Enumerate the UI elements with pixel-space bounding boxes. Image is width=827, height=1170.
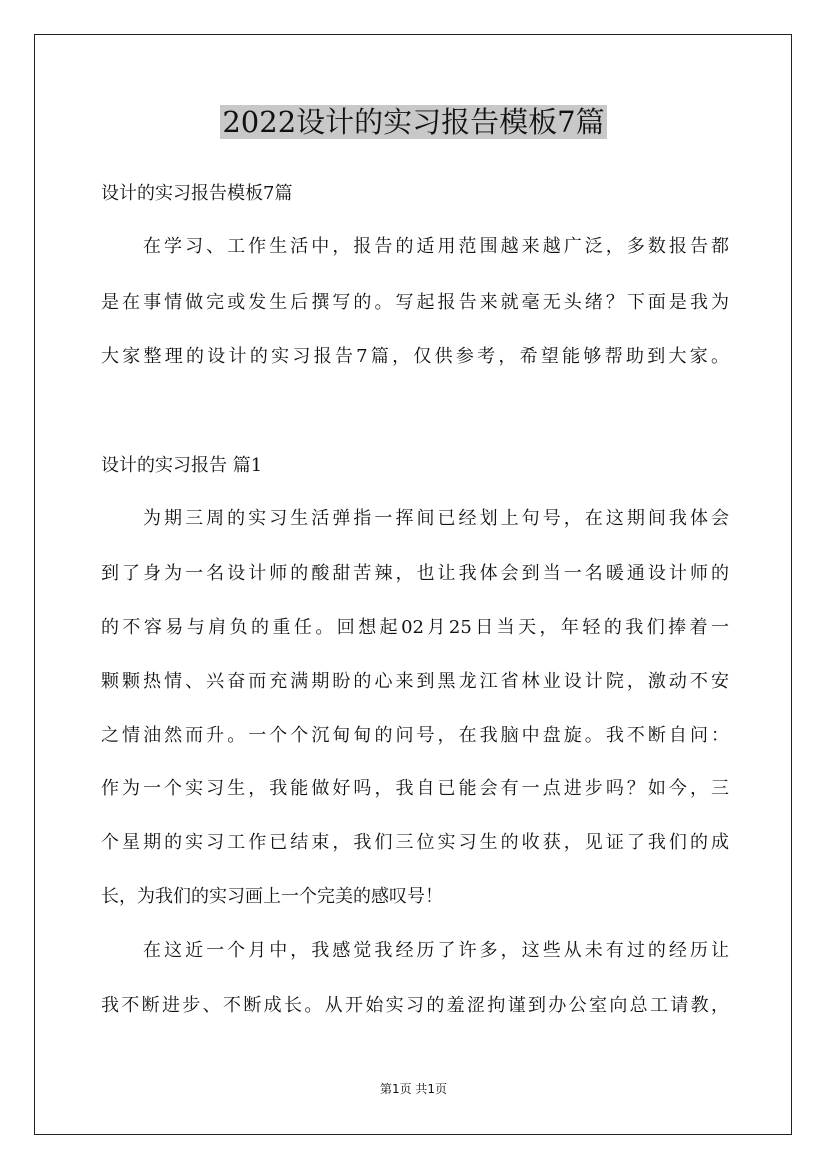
- paragraph-line: 为期三周的实习生活弹指一挥间已经划上句号，在这期间我体会: [143, 508, 729, 529]
- paragraph-line: 作为一个实习生，我能做好吗，我自已能会有一点进步吗？如今，三: [101, 778, 729, 799]
- document-title-text: 2022设计的实习报告模板7篇: [222, 105, 605, 139]
- document-subtitle: 设计的实习报告模板7篇: [101, 183, 293, 204]
- paragraph-line: 个星期的实习工作已结束，我们三位实习生的收获，见证了我们的成: [101, 832, 729, 853]
- document-title: [0, 100, 827, 144]
- intro-line: 是在事情做完或发生后撰写的。写起报告来就毫无头绪？下面是我为: [101, 292, 729, 313]
- paragraph-line: 长，为我们的实习画上一个完美的感叹号！: [101, 886, 443, 907]
- page-number-footer: 第1页 共1页: [379, 1082, 448, 1096]
- section-heading: 设计的实习报告 篇1: [101, 455, 263, 476]
- intro-line: 大家整理的设计的实习报告7篇，仅供参考，希望能够帮助到大家。: [101, 346, 729, 367]
- paragraph-line: 的不容易与肩负的重任。回想起02月25日当天，年轻的我们捧着一: [101, 617, 729, 638]
- paragraph-line: 我不断进步、不断成长。从开始实习的羞涩拘谨到办公室向总工请教，: [101, 995, 729, 1016]
- paragraph-line: 颗颗热情、兴奋而充满期盼的心来到黑龙江省林业设计院，激动不安: [101, 671, 729, 692]
- paragraph-line: 到了身为一名设计师的酸甜苦辣，也让我体会到当一名暖通设计师的: [101, 563, 729, 584]
- paragraph-line: 之情油然而升。一个个沉甸甸的问号，在我脑中盘旋。我不断自问：: [101, 725, 729, 746]
- intro-line: 在学习、工作生活中，报告的适用范围越来越广泛，多数报告都: [143, 236, 729, 257]
- paragraph-line: 在这近一个月中，我感觉我经历了许多，这些从未有过的经历让: [143, 940, 729, 961]
